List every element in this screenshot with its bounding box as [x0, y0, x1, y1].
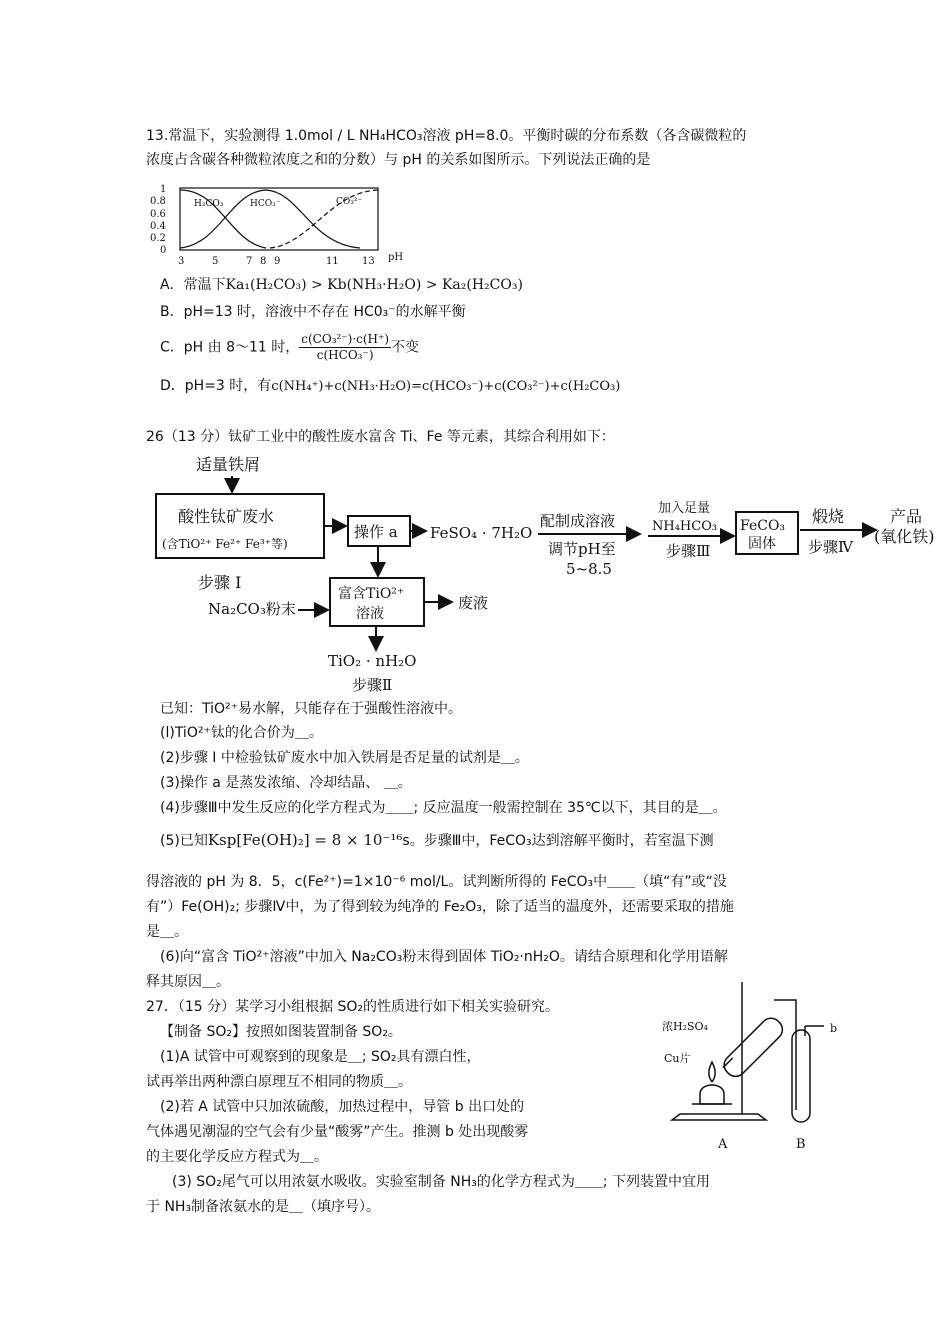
step1-label: 步骤 I [198, 573, 242, 592]
outlet-b-label: b [830, 1022, 838, 1035]
q26-part5-line3: 有”）Fe(OH)₂; 步骤Ⅳ中，为了得到较为纯净的 Fe₂O₃，除了适当的温度外，还需要采取的措施 [146, 899, 734, 915]
option-a-expr: Ka₁(H₂CO₃) > Kb(NH₃·H₂O) > Ka₂(H₂CO₃) [225, 277, 523, 293]
q27-part1-line2: 试再举出两种漂白原理互不相同的物质＿。 [146, 1074, 412, 1090]
q26-part1: (l)TiO²⁺钛的化合价为＿。 [160, 725, 323, 741]
y-tick: 0 [160, 245, 167, 256]
option-d-label: D．pH=3 时，有 [160, 378, 272, 394]
wastewater-label: 酸性钛矿废水 [178, 507, 275, 526]
q27-part2-line1: (2)若 A 试管中只加浓硫酸，加热过程中，导管 b 出口处的 [160, 1099, 525, 1115]
q13-option-a [160, 275, 523, 295]
q26-part6-line2: 释其原因＿。 [146, 974, 230, 990]
q26-stem: 26（13 分）钛矿工业中的酸性废水富含 Ti、Fe 等元素，其综合利用如下： [146, 429, 615, 445]
x-tick: 13 [362, 256, 375, 266]
y-tick: 0.4 [150, 221, 166, 232]
q27-part3-line1: (3) SO₂尾气可以用浓氨水吸收。实验室制备 NH₃的化学方程式为＿＿; 下列装置中宜用 [172, 1174, 711, 1190]
q13-option-c [160, 332, 419, 363]
q26-known: 已知：TiO²⁺易水解，只能存在于强酸性溶液中。 [160, 701, 463, 717]
x-tick: 5 [212, 256, 219, 266]
q27-part2-line3: 的主要化学反应方程式为＿。 [146, 1149, 328, 1165]
na2co3-label: Na₂CO₃粉末 [208, 600, 296, 618]
q26-part6-line1: (6)向“富含 TiO²⁺溶液”中加入 Na₂CO₃粉末得到固体 TiO₂·nH₂O。请结合原理和化学用语解 [160, 949, 728, 965]
ksp-expression: Ksp[Fe(OH)₂] = 8 × 10⁻¹⁶ [207, 831, 403, 849]
option-c-fraction [299, 332, 391, 363]
apparatus-a-label: A [718, 1137, 728, 1152]
process-flow-diagram [148, 450, 948, 695]
x-tick: 11 [326, 256, 339, 266]
q27-prep: 【制备 SO₂】按照如图装置制备 SO₂。 [160, 1024, 402, 1040]
wastewater-ions: (含TiO²⁺ Fe²⁺ Fe³⁺等) [162, 537, 288, 551]
species-label: HCO₃⁻ [250, 199, 281, 209]
iron-oxide-label: (氧化铁) [874, 527, 935, 546]
q26-part5-line2: 得溶液的 pH 为 8．5，c(Fe²⁺)=1×10⁻⁶ mol/L。试判断所得的 FeCO₃中＿＿（填“有”或“没 [146, 874, 727, 890]
tio2-product-label: TiO₂ · nH₂O [328, 652, 417, 670]
nh4hco3-label: NH₄HCO₃ [652, 519, 718, 534]
species-label: CO₃²⁻ [336, 197, 363, 207]
step3-label: 步骤Ⅲ [666, 542, 711, 560]
y-tick: 0.6 [150, 209, 166, 220]
q13-stem-line2: 浓度占含碳各种微粒浓度之和的分数）与 pH 的关系如图所示。下列说法正确的是 [146, 152, 651, 168]
q13-option-d [160, 376, 620, 397]
part5-suffix: s。步骤Ⅲ中，FeCO₃达到溶解平衡时，若室温下测 [402, 833, 714, 849]
prep-solution-label: 配制成溶液 [540, 512, 616, 530]
option-a-label: A．常温下 [160, 277, 226, 293]
q27-stem: 27．（15 分）某学习小组根据 SO₂的性质进行如下相关实验研究。 [146, 999, 560, 1015]
x-tick: 7 [246, 256, 253, 266]
waste-liquid-label: 废液 [458, 594, 489, 612]
iron-scrap-label: 适量铁屑 [196, 455, 261, 474]
part5-prefix: (5)已知 [160, 833, 208, 849]
acid-label: 浓H₂SO₄ [662, 1020, 708, 1033]
q13-option-b: B．pH=13 时，溶液中不存在 HC0₃⁻的水解平衡 [160, 304, 466, 320]
q13-stem-line1: 13.常温下，实验测得 1.0mol / L NH₄HCO₃溶液 pH=8.0。平衡时碳的分布系数（各含碳微粒的 [146, 128, 747, 144]
step4-label: 步骤Ⅳ [808, 538, 853, 556]
q26-part4: (4)步骤Ⅲ中发生反应的化学方程式为＿＿; 反应温度一般需控制在 35℃以下，其目的是＿。 [160, 800, 727, 816]
apparatus-diagram [662, 978, 852, 1158]
product-label: 产品 [890, 507, 923, 526]
y-tick: 0.8 [150, 196, 166, 207]
apparatus-b-label: B [796, 1137, 806, 1152]
q26-part2: (2)步骤 I 中检验钛矿废水中加入铁屑是否足量的试剂是＿。 [160, 750, 529, 766]
feco3-label: FeCO₃ [740, 518, 786, 534]
species-label: H₂CO₃ [194, 199, 224, 209]
y-tick: 1 [160, 184, 167, 195]
fraction-numerator: c(CO₃²⁻)·c(H⁺) [301, 332, 390, 346]
q26-part5-line4: 是＿。 [146, 924, 188, 940]
q26-part5-line1 [160, 830, 714, 851]
y-tick: 0.2 [150, 233, 166, 244]
q27-part1-line1: (1)A 试管中可观察到的现象是＿; SO₂具有漂白性， [160, 1049, 481, 1065]
option-d-expr: c(NH₄⁺)+c(NH₃·H₂O)=c(HCO₃⁻)+c(CO₃²⁻)+c(H₂CO₃) [271, 379, 621, 394]
calcination-label: 煅烧 [812, 507, 845, 526]
fraction-denominator: c(HCO₃⁻) [316, 348, 374, 362]
x-axis-unit: pH [388, 252, 404, 263]
tio-solution-label2: 溶液 [356, 606, 384, 622]
add-reagent-label: 加入足量 [658, 501, 711, 516]
x-tick: 3 [178, 256, 185, 266]
x-tick: 9 [274, 256, 281, 266]
tio-solution-label: 富含TiO²⁺ [338, 586, 405, 602]
q27-part3-line2: 于 NH₃制备浓氨水的是＿（填序号）。 [146, 1199, 381, 1215]
ph-range-label: 5~8.5 [566, 560, 612, 578]
distribution-chart [150, 182, 420, 266]
x-tick: 8 [260, 256, 267, 266]
q26-part3: (3)操作 a 是蒸发浓缩、冷却结晶、 ＿。 [160, 775, 412, 791]
operation-a-label: 操作 a [354, 523, 398, 541]
option-c-tail: 不变 [391, 339, 420, 356]
feco3-solid-label: 固体 [748, 536, 776, 552]
feso4-label: FeSO₄ · 7H₂O [430, 524, 533, 542]
step2-label: 步骤Ⅱ [352, 676, 393, 694]
option-c-label: C．pH 由 8～11 时， [160, 339, 300, 356]
copper-label: Cu片 [664, 1052, 691, 1065]
adjust-ph-label: 调节pH至 [548, 540, 616, 558]
q27-part2-line2: 气体遇见潮湿的空气会有少量“酸雾”产生。推测 b 处出现酸雾 [146, 1124, 529, 1140]
